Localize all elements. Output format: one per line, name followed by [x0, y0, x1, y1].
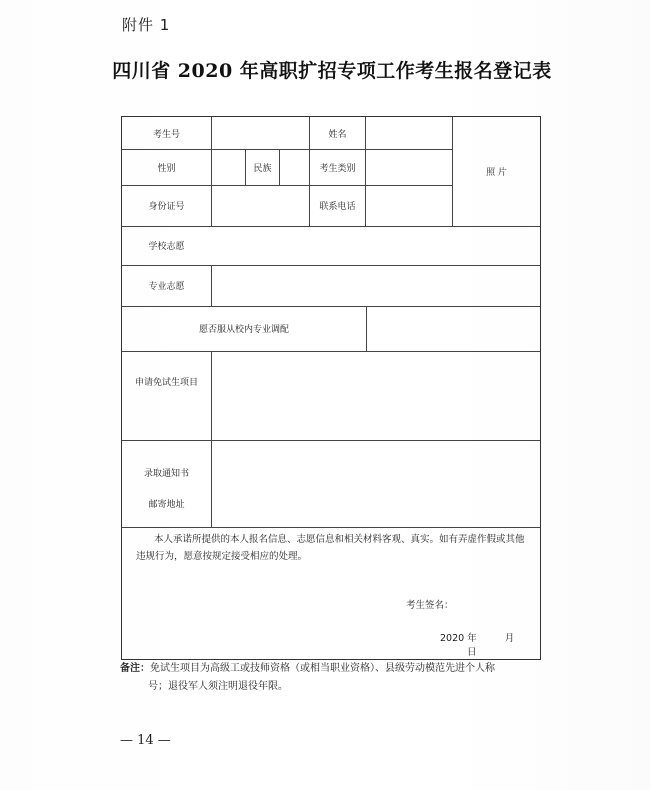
label-major-preference: 专业志愿 [148, 282, 185, 292]
photo-box[interactable]: 照 片 [486, 168, 507, 178]
accept-adjustment-field[interactable] [367, 306, 540, 351]
candidate-number-field[interactable] [212, 117, 309, 149]
label-exemption-item: 申请免试生项目 [134, 377, 198, 388]
gender-field[interactable] [212, 149, 245, 185]
note-text-line2: 号；退役军人须注明退役年限。 [148, 681, 288, 692]
label-ethnicity: 民族 [253, 163, 272, 174]
mailing-address-field[interactable] [212, 440, 540, 527]
label-accept-adjustment: 愿否服从校内专业调配 [198, 325, 289, 335]
date-line [440, 630, 540, 658]
ethnicity-field[interactable] [280, 149, 309, 185]
form-title: 四川省 2020 年高职扩招专项工作考生报名登记表 [112, 60, 552, 82]
label-phone: 联系电话 [319, 202, 356, 212]
date-year: 2020 年 [440, 633, 477, 644]
pledge-text: 本人承诺所提供的本人报名信息、志愿信息和相关材料客观、真实。如有弄虚作假或其他违规行为，愿意按规定接受相应的处理。 [136, 534, 525, 562]
label-id-number: 身份证号 [148, 202, 185, 212]
id-number-field[interactable] [212, 185, 309, 226]
row-divider [122, 527, 540, 528]
name-field[interactable] [366, 117, 452, 149]
note-label: 备注： [120, 663, 150, 674]
label-candidate-category: 考生类别 [319, 163, 356, 174]
attachment-label: 附件 1 [122, 16, 171, 34]
label-mailing-address: 邮寄地址 [148, 499, 185, 510]
footnote [120, 660, 550, 696]
label-gender: 性别 [157, 163, 176, 174]
label-name: 姓名 [328, 129, 347, 140]
date-month: 月 [504, 633, 515, 644]
school-preference-field[interactable] [212, 226, 540, 265]
page-number: — 14 — [120, 733, 171, 748]
date-day: 日 [467, 647, 477, 658]
label-school-preference: 学校志愿 [148, 242, 185, 252]
major-preference-field[interactable] [212, 265, 540, 306]
candidate-category-field[interactable] [366, 149, 452, 185]
note-text-line1: 免试生项目为高级工或技师资格（或相当职业资格）、县级劳动模范先进个人称 [150, 663, 495, 674]
registration-form-table [121, 116, 541, 660]
exemption-item-field[interactable] [212, 351, 540, 440]
phone-field[interactable] [366, 185, 452, 226]
signature-label: 考生签名： [406, 600, 454, 611]
label-admission-letter: 录取通知书 [143, 468, 189, 479]
label-candidate-number: 考生号 [152, 129, 180, 140]
